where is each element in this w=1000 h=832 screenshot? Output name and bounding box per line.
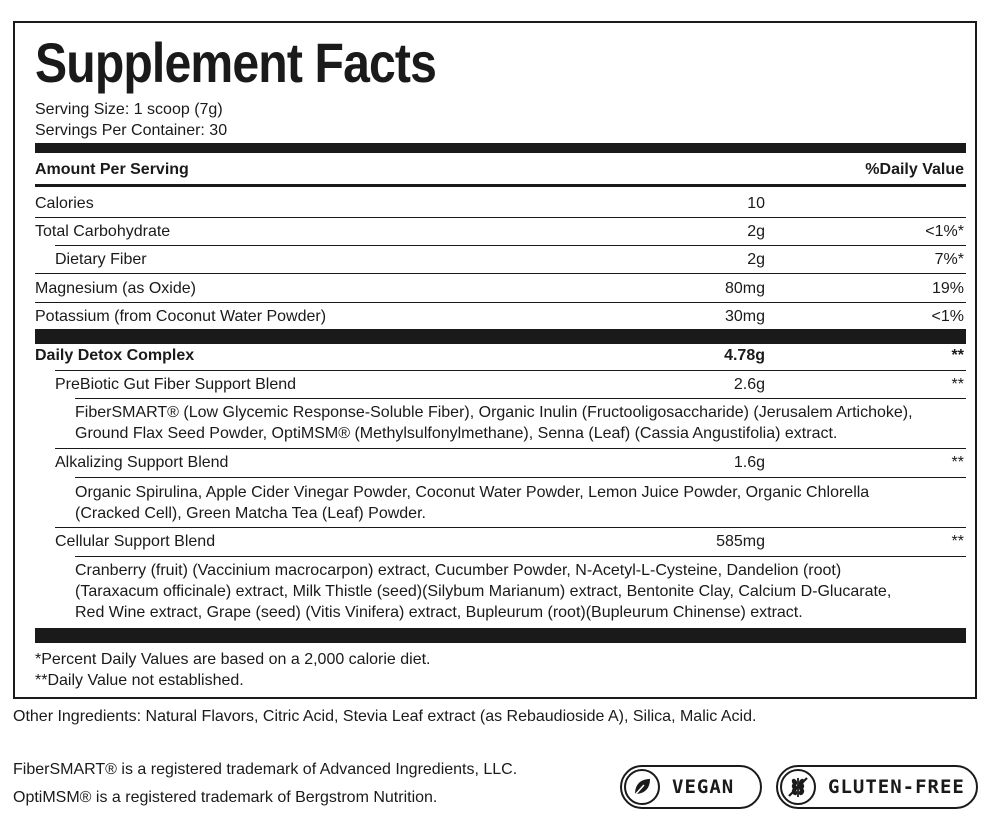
trademark-notice: FiberSMART® is a registered trademark of Advanced Ingredients, LLC. xyxy=(13,761,518,778)
row-divider xyxy=(55,448,966,449)
blend-ingredients-line: (Taraxacum officinale) extract, Milk Thistle (seed)(Silybum Marianum) extract, Bentonite Clay, Calcium D-Glucarate, xyxy=(75,583,892,600)
row-divider xyxy=(55,245,966,246)
gluten-free-badge xyxy=(776,765,978,809)
nutrient-amount: 2g xyxy=(747,251,765,268)
header-divider xyxy=(35,184,966,187)
vegan-badge xyxy=(620,765,762,809)
blend-ingredients-line: Red Wine extract, Grape (seed) (Vitis Vinifera) extract, Bupleurum (root)(Bupleurum Chinense) extract. xyxy=(75,604,803,621)
blend-dv: ** xyxy=(951,454,964,471)
blend-name: Alkalizing Support Blend xyxy=(55,454,229,471)
blend-name: Cellular Support Blend xyxy=(55,533,216,550)
complex-name: Daily Detox Complex xyxy=(35,347,195,364)
nutrient-name: Potassium (from Coconut Water Powder) xyxy=(35,308,327,325)
footnote: **Daily Value not established. xyxy=(35,672,244,689)
nutrient-dv: <1% xyxy=(931,308,964,325)
row-divider xyxy=(35,217,966,218)
row-divider xyxy=(35,302,966,303)
supplement-facts-panel xyxy=(13,21,977,699)
trademark-notice: OptiMSM® is a registered trademark of Bergstrom Nutrition. xyxy=(13,789,438,806)
row-divider xyxy=(75,477,966,478)
blend-name: PreBiotic Gut Fiber Support Blend xyxy=(55,376,297,393)
blend-ingredients-line: Cranberry (fruit) (Vaccinium macrocarpon) extract, Cucumber Powder, N-Acetyl-L-Cysteine, Dandelion (root) xyxy=(75,562,842,579)
blend-amount: 585mg xyxy=(716,533,765,550)
amount-per-serving-header: Amount Per Serving xyxy=(35,161,189,178)
thick-divider-top xyxy=(35,143,966,153)
nutrient-amount: 2g xyxy=(747,223,765,240)
footnote: *Percent Daily Values are based on a 2,000 calorie diet. xyxy=(35,651,431,668)
blend-dv: ** xyxy=(951,376,964,393)
other-ingredients: Other Ingredients: Natural Flavors, Citric Acid, Stevia Leaf extract (as Rebaudioside A), Silica, Malic Acid. xyxy=(13,708,757,725)
blend-ingredients-line: Organic Spirulina, Apple Cider Vinegar Powder, Coconut Water Powder, Lemon Juice Powder, Organic Chlorella xyxy=(75,484,870,501)
panel-title: Supplement Facts xyxy=(35,31,437,94)
row-divider xyxy=(75,556,966,557)
row-divider xyxy=(55,370,966,371)
nutrient-name: Dietary Fiber xyxy=(55,251,147,268)
blend-ingredients-line: (Cracked Cell), Green Matcha Tea (Leaf) Powder. xyxy=(75,505,426,522)
nutrient-amount: 30mg xyxy=(724,308,765,325)
thick-divider-middle xyxy=(35,329,966,344)
nutrient-dv: 19% xyxy=(931,280,964,297)
nutrient-name: Total Carbohydrate xyxy=(35,223,171,240)
row-divider xyxy=(55,527,966,528)
vegan-badge-label: VEGAN xyxy=(672,776,735,798)
blend-ingredients-line: Ground Flax Seed Powder, OptiMSM® (Methylsulfonylmethane), Senna (Leaf) (Cassia Angustifolia) extract. xyxy=(75,425,838,442)
blend-dv: ** xyxy=(951,533,964,550)
nutrient-dv: 7%* xyxy=(934,251,964,268)
nutrient-name: Calories xyxy=(35,195,94,212)
row-divider xyxy=(35,273,966,274)
nutrient-dv: <1%* xyxy=(925,223,964,240)
nutrient-name: Magnesium (as Oxide) xyxy=(35,280,196,297)
thick-divider-bottom xyxy=(35,628,966,643)
complex-amount: 4.78g xyxy=(724,347,765,364)
servings-per-container: Servings Per Container: 30 xyxy=(35,122,228,139)
complex-dv: ** xyxy=(951,347,964,364)
blend-amount: 1.6g xyxy=(733,454,765,471)
blend-ingredients-line: FiberSMART® (Low Glycemic Response-Soluble Fiber), Organic Inulin (Fructooligosaccharide) (Jerusalem Artichoke), xyxy=(75,404,913,421)
blend-amount: 2.6g xyxy=(733,376,765,393)
nutrient-amount: 80mg xyxy=(724,280,765,297)
leaf-icon xyxy=(624,769,660,805)
row-divider xyxy=(75,398,966,399)
gluten-free-badge-label: GLUTEN-FREE xyxy=(828,776,965,798)
crossed-wheat-icon xyxy=(780,769,816,805)
nutrient-amount: 10 xyxy=(747,195,765,212)
serving-size: Serving Size: 1 scoop (7g) xyxy=(35,101,223,118)
daily-value-header: %Daily Value xyxy=(865,161,964,178)
